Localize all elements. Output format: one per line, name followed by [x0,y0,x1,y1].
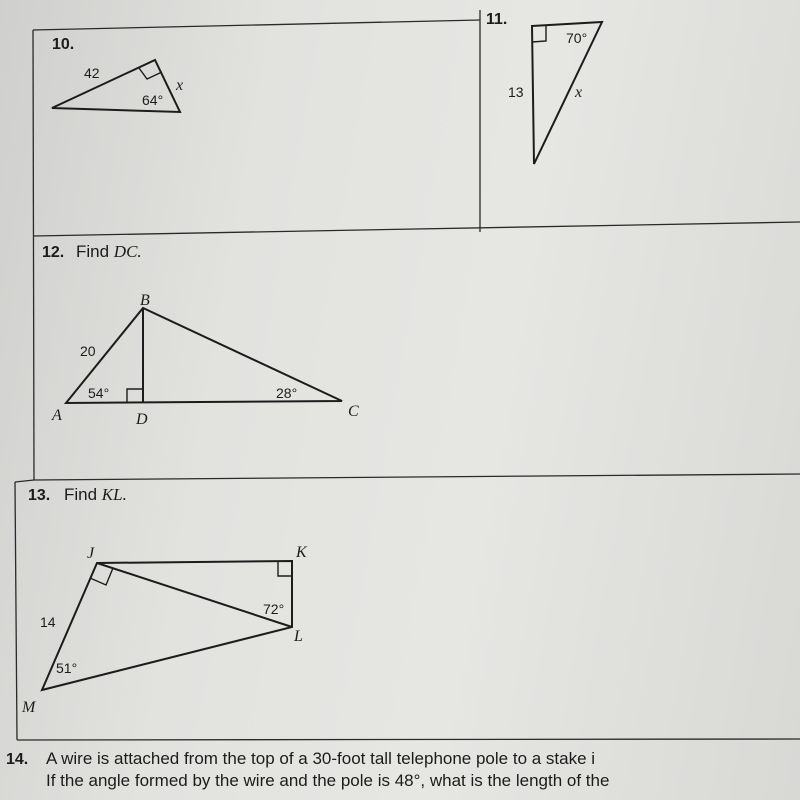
problem-10-unknown-label: x [176,77,184,94]
problem-12-prompt-text: Find [76,242,114,261]
problem-12-vertex-d: D [136,411,148,428]
grid-left-rule-upper [33,30,34,480]
problem-12-right-angle-mark [127,389,143,402]
problem-13-angle-l-label: 72° [263,601,285,617]
problem-10-number: 10. [52,36,75,53]
problem-10-angle-label: 64° [142,92,164,108]
grid-rule-under-13 [17,739,800,740]
problem-13-prompt-text: Find [64,485,102,504]
problem-13-outline [42,561,292,690]
problem-12-angle-c-label: 28° [276,385,298,401]
problem-11-right-angle-mark [532,26,546,42]
grid-rule-under-12 [34,474,800,480]
problem-12-side-label: 20 [80,343,96,359]
problem-14-line-1: A wire is attached from the top of a 30-foot tall telephone pole to a stake i [46,749,596,768]
problem-12-prompt [76,242,142,261]
problem-12-angle-a-label: 54° [88,385,110,401]
problem-12-vertex-b: B [140,292,150,309]
problem-12-target: DC. [113,242,142,261]
problem-14-number: 14. [6,751,29,768]
problem-10 [52,36,183,112]
problem-11-number: 11. [486,11,508,28]
problem-14-line-2: If the angle formed by the wire and the pole is 48°, what is the length of the [46,771,610,790]
problem-11-unknown-label: x [575,84,583,101]
problem-13-right-angle-k [278,561,292,576]
problem-12-number: 12. [42,244,65,261]
grid-left-rule-lower [15,482,17,740]
problem-11 [486,11,602,164]
problem-13-target: KL. [101,485,127,504]
problem-13-prompt [64,485,127,504]
grid-left-step [15,480,34,482]
problem-13-vertex-l: L [294,628,303,645]
problem-13-angle-m-label: 51° [56,660,78,676]
problem-12-vertex-c: C [348,403,359,420]
grid-rule-under-10-11 [34,222,800,236]
problem-13-side-label: 14 [40,614,56,630]
worksheet-grid [15,10,800,740]
problem-12-vertex-a: A [52,407,62,424]
problem-13-vertex-j: J [87,545,95,562]
problem-13-number: 13. [28,487,51,504]
problem-10-side-label: 42 [84,65,100,81]
problem-13-vertex-m: M [22,699,36,716]
problem-12 [42,242,359,428]
problem-11-angle-label: 70° [566,30,588,46]
problem-11-side-label: 13 [508,84,524,100]
problem-13 [21,485,308,716]
problem-13-vertex-k: K [296,544,307,561]
grid-top-left-rule [33,20,480,30]
problem-13-diagonal-jl [97,563,292,627]
problem-14 [6,749,609,790]
